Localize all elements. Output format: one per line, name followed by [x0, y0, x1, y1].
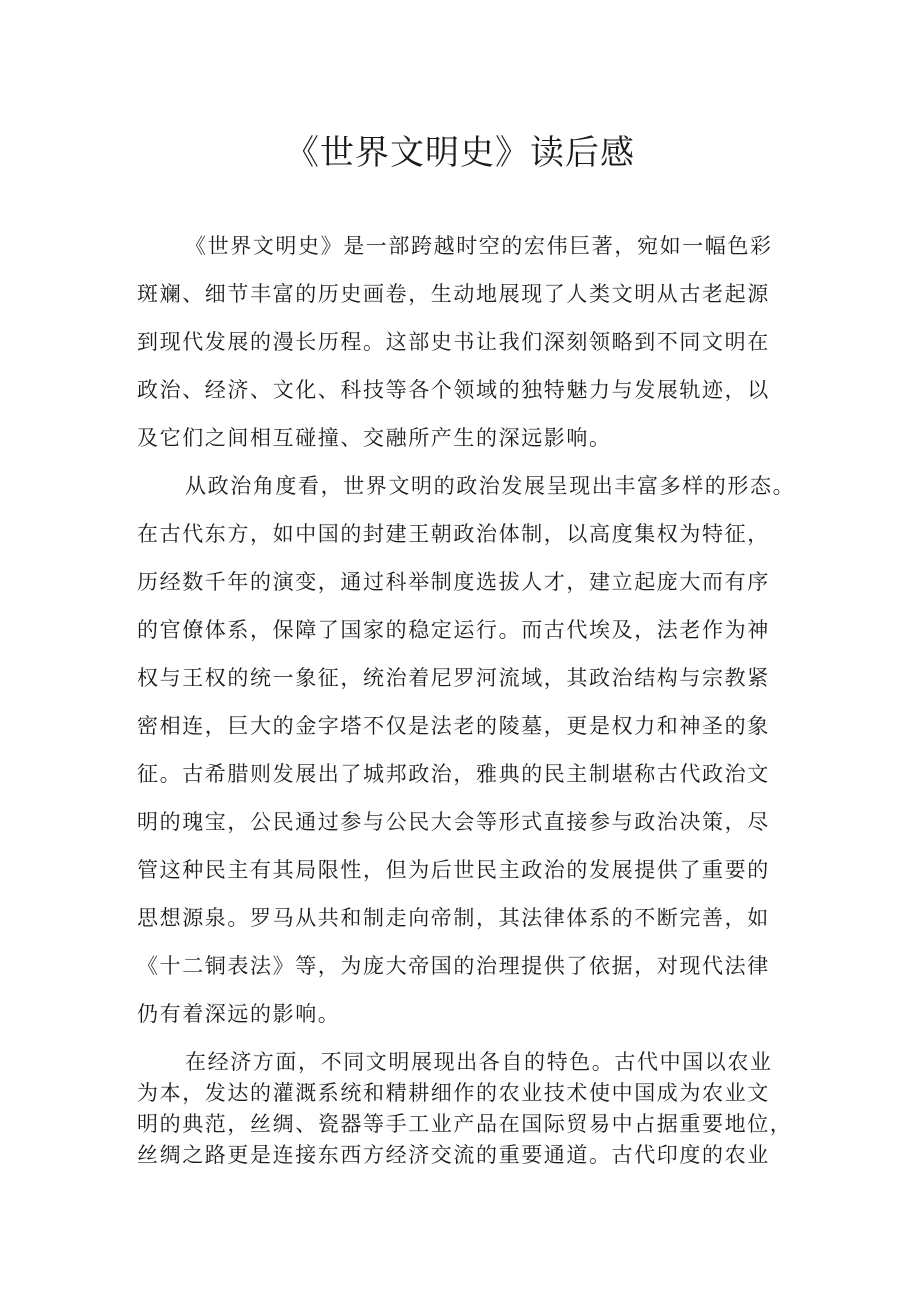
text-line: 《十二铜表法》等，为庞大帝国的治理提供了依据，对现代法律 — [137, 954, 770, 978]
text-line: 为本，发达的灌溉系统和精耕细作的农业技术使中国成为农业文 — [137, 1081, 770, 1105]
text-line: 及它们之间相互碰撞、交融所产生的深远影响。 — [137, 426, 612, 450]
paragraph-intro — [137, 222, 787, 462]
text-line: 征。古希腊则发展出了城邦政治，雅典的民主制堪称古代政治文 — [137, 762, 770, 786]
text-line: 政治、经济、文化、科技等各个领域的独特魅力与发展轨迹，以 — [137, 378, 770, 402]
page-title: 《世界文明史》读后感 — [285, 133, 635, 173]
text-line: 的官僚体系，保障了国家的稳定运行。而古代埃及，法老作为神 — [137, 618, 770, 642]
text-line: 管这种民主有其局限性，但为后世民主政治的发展提供了重要的 — [137, 858, 770, 882]
text-line: 密相连，巨大的金字塔不仅是法老的陵墓，更是权力和神圣的象 — [137, 714, 770, 738]
text-line: 权与王权的统一象征，统治着尼罗河流域，其政治结构与宗教紧 — [137, 666, 770, 690]
text-line: 历经数千年的演变，通过科举制度选拔人才，建立起庞大而有序 — [137, 570, 770, 594]
text-line: 《世界文明史》是一部跨越时空的宏伟巨著，宛如一幅色彩 — [185, 234, 773, 258]
paragraph-economy — [137, 1047, 793, 1171]
text-line: 到现代发展的漫长历程。这部史书让我们深刻领略到不同文明在 — [137, 330, 770, 354]
text-line: 丝绸之路更是连接东西方经济交流的重要通道。古代印度的农业 — [137, 1143, 770, 1167]
paragraph-politics — [137, 462, 796, 1038]
text-line: 斑斓、细节丰富的历史画卷，生动地展现了人类文明从古老起源 — [137, 282, 770, 306]
text-line: 从政治角度看，世界文明的政治发展呈现出丰富多样的形态。 — [185, 474, 796, 498]
text-line: 思想源泉。罗马从共和制走向帝制，其法律体系的不断完善，如 — [137, 906, 770, 930]
text-line: 明的瑰宝，公民通过参与公民大会等形式直接参与政治决策，尽 — [137, 810, 770, 834]
text-line: 仍有着深远的影响。 — [137, 1002, 341, 1026]
text-line: 在古代东方，如中国的封建王朝政治体制，以高度集权为特征， — [137, 522, 770, 546]
text-line: 明的典范，丝绸、瓷器等手工业产品在国际贸易中占据重要地位， — [137, 1112, 793, 1136]
text-line: 在经济方面，不同文明展现出各自的特色。古代中国以农业 — [185, 1050, 773, 1074]
